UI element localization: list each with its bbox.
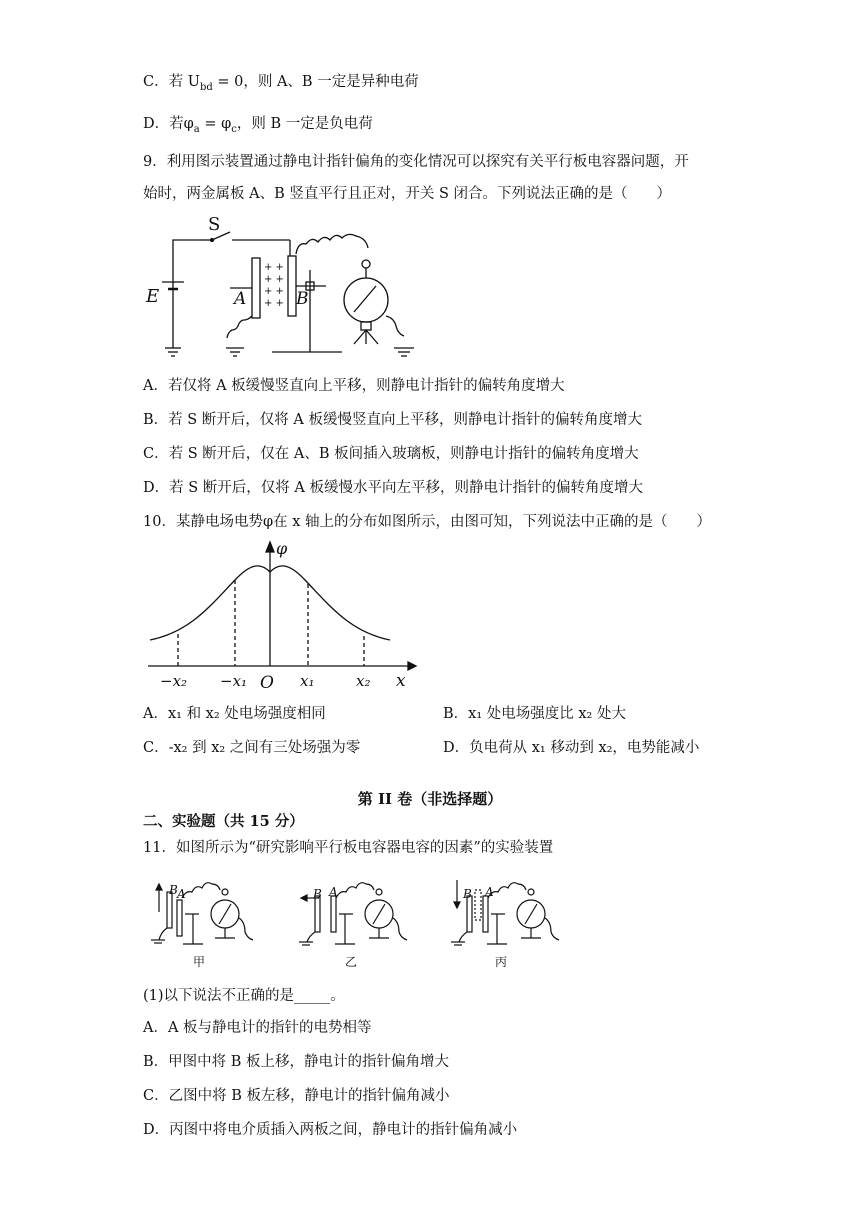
- fig3-plate-b-label: B: [463, 887, 472, 901]
- q10-option-c: C．-x₂ 到 x₂ 之间有三处场强为零: [143, 740, 361, 756]
- fig3-plate-a-label: A: [485, 885, 494, 899]
- q10-option-a: A．x₁ 和 x₂ 处电场强度相同: [143, 706, 326, 722]
- fig2-plate-b-label: B: [313, 887, 322, 901]
- q11-apparatus-figures: [145, 874, 565, 968]
- minus-x2-label: −x₂: [160, 672, 188, 690]
- fig1-plate-a-label: A: [177, 887, 186, 901]
- caption-bing: 丙: [495, 955, 508, 968]
- q11-option-a: A．A 板与静电计的指针的电势相等: [143, 1020, 372, 1036]
- x-axis-label: x: [396, 671, 406, 691]
- q10-stem: 10．某静电场电势φ在 x 轴上的分布如图所示，由图可知，下列说法中正确的是（ ）: [143, 514, 711, 530]
- switch-label: S: [208, 214, 221, 235]
- svg-text:+ +: + +: [264, 298, 284, 309]
- plate-b-label: B: [296, 289, 309, 309]
- x2-label: x₂: [356, 672, 371, 690]
- section-subtitle: 二、实验题（共 15 分）: [143, 813, 304, 830]
- plate-a-label: A: [234, 289, 247, 309]
- fig2-plate-a-label: A: [329, 885, 338, 899]
- minus-x1-label: −x₁: [220, 672, 248, 690]
- svg-text:+ +: + +: [264, 286, 284, 297]
- caption-jia: 甲: [193, 955, 206, 968]
- q8-option-c: C．若 $U_{bd} = 0$，则 A、B 一定是异种电荷: [143, 74, 419, 93]
- q10-option-b: B．x₁ 处电场强度比 x₂ 处大: [443, 706, 626, 722]
- fig1-plate-b-label: B: [169, 883, 178, 897]
- battery-label: E: [146, 286, 160, 307]
- q10-potential-graph: [140, 536, 420, 692]
- q9-circuit-figure: [140, 212, 430, 364]
- q9-stem-line1: 9．利用图示装置通过静电计指针偏角的变化情况可以探究有关平行板电容器问题，开: [143, 154, 689, 170]
- q9-option-c: C．若 S 断开后，仅在 A、B 板间插入玻璃板，则静电计指针的偏转角度增大: [143, 446, 639, 462]
- q9-stem-line2: 始时，两金属板 A、B 竖直平行且正对，开关 S 闭合。下列说法正确的是（ ）: [143, 186, 671, 202]
- svg-text:+ +: + +: [264, 262, 284, 273]
- q11-option-c: C．乙图中将 B 板左移，静电计的指针偏角减小: [143, 1088, 450, 1104]
- q9-option-b: B．若 S 断开后，仅将 A 板缓慢竖直向上平移，则静电计指针的偏转角度增大: [143, 412, 642, 428]
- phi-label: φ: [276, 539, 288, 558]
- q9-option-d: D．若 S 断开后，仅将 A 板缓慢水平向左平移，则静电计指针的偏转角度增大: [143, 480, 643, 496]
- q10-option-d: D．负电荷从 x₁ 移动到 x₂，电势能减小: [443, 740, 700, 756]
- q11-stem: 11．如图所示为“研究影响平行板电容器电容的因素”的实验装置: [143, 840, 554, 856]
- apparatus-jia: [151, 883, 253, 944]
- svg-text:+ +: + +: [264, 274, 284, 285]
- caption-yi: 乙: [345, 955, 358, 968]
- q8-option-d: D．若$\varphi_a = \varphi_c$，则 B 一定是负电荷: [143, 116, 373, 135]
- q9-option-a: A．若仅将 A 板缓慢竖直向上平移，则静电计指针的偏转角度增大: [143, 378, 565, 394]
- q11-option-d: D．丙图中将电介质插入两板之间，静电计的指针偏角减小: [143, 1122, 518, 1138]
- q11-option-b: B．甲图中将 B 板上移，静电计的指针偏角增大: [143, 1054, 450, 1070]
- section-title: 第 II 卷（非选择题）: [357, 790, 503, 808]
- origin-label: O: [260, 673, 274, 692]
- q11-part1: (1)以下说法不正确的是_____。: [143, 988, 345, 1004]
- x1-label: x₁: [300, 672, 315, 690]
